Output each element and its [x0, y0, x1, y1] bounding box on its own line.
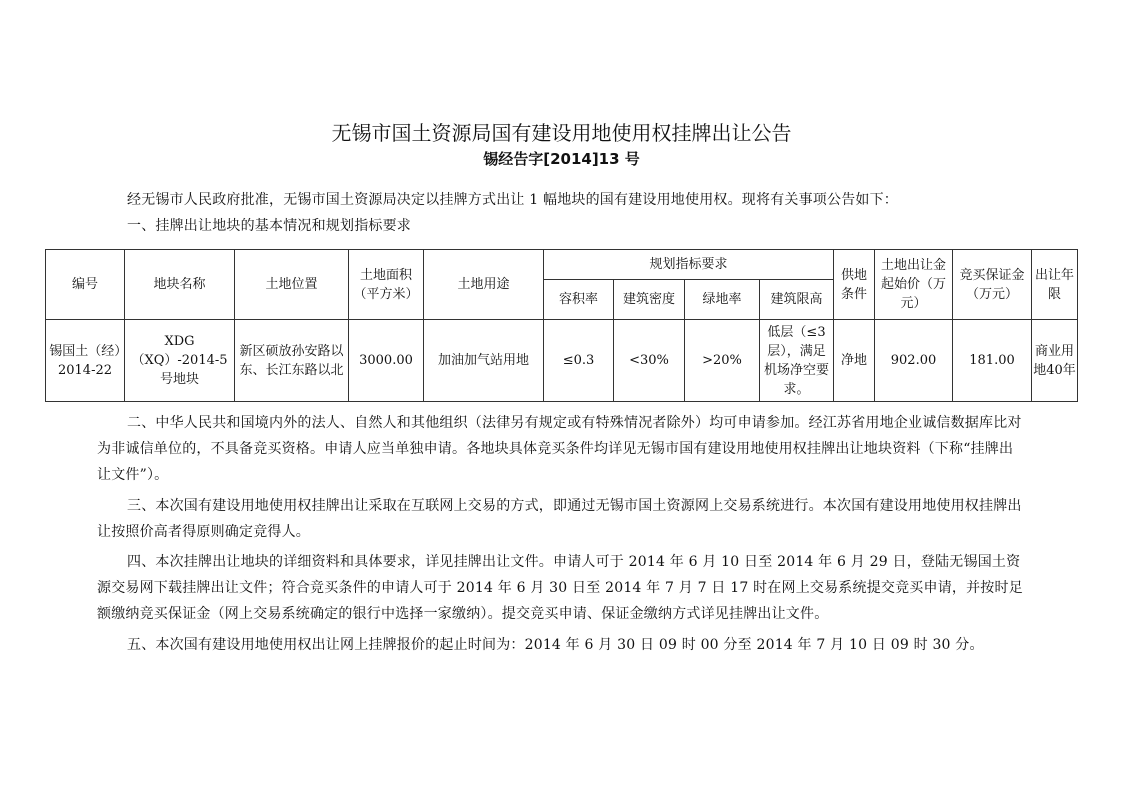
intro-paragraph: 经无锡市人民政府批准，无锡市国土资源局决定以挂牌方式出让 1 幅地块的国有建设用地使用权。现将有关事项公告如下： [127, 192, 899, 208]
header-usage: 土地用途 [424, 250, 544, 320]
cell-name: XDG（XQ）-2014-5号地块 [125, 320, 235, 402]
cell-height: 低层（≤3层），满足机场净空要求。 [760, 320, 834, 402]
cell-green: >20% [685, 320, 760, 402]
header-start-price: 土地出让金起始价（万元） [875, 250, 953, 320]
cell-start-price: 902.00 [875, 320, 953, 402]
cell-area: 3000.00 [349, 320, 424, 402]
header-height: 建筑限高 [760, 280, 834, 320]
cell-deposit: 181.00 [953, 320, 1032, 402]
header-location: 土地位置 [235, 250, 349, 320]
table-row [46, 320, 1078, 402]
header-far: 容积率 [544, 280, 614, 320]
section-5-paragraph: 五、本次国有建设用地使用权出让网上挂牌报价的起止时间为：2014 年 6 月 30 日 09 时 00 分至 2014 年 7 月 10 日 09 时 30 分。 [127, 637, 984, 653]
header-planning: 规划指标要求 [544, 250, 834, 280]
header-deposit: 竞买保证金（万元） [953, 250, 1032, 320]
header-supply: 供地条件 [834, 250, 875, 320]
section-2-paragraph: 二、中华人民共和国境内外的法人、自然人和其他组织（法律另有规定或有特殊情况者除外）均可申请参加。经江苏省用地企业诚信数据库比对为非诚信单位的，不具备竞买资格。申请人应当单独申请。各地块具体竞买条件均详见无锡市国有建设用地使用权挂牌出让地块资料（下称“挂牌出让文件”）。 [97, 415, 1022, 483]
section-4-paragraph: 四、本次挂牌出让地块的详细资料和具体要求，详见挂牌出让文件。申请人可于 2014 年 6 月 10 日至 2014 年 6 月 29 日，登陆无锡国土资源交易网下载挂牌出让文件；符合竞买条件的申请人可于 2014 年 6 月 30 日至 2014 年 7 月 7 日 17 时在网上交易系统提交竞买申请，并按时足额缴纳竞买保证金（网上交易系统确定的银行中选择一家缴纳）。提交竞买申请、保证金缴纳方式详见挂牌出让文件。 [97, 554, 1023, 622]
document-number: 锡经告字[2014]13 号 [483, 150, 640, 168]
section-1-heading: 一、挂牌出让地块的基本情况和规划指标要求 [127, 218, 411, 234]
header-density: 建筑密度 [614, 280, 685, 320]
land-parcel-table [45, 249, 1078, 402]
header-name: 地块名称 [125, 250, 235, 320]
cell-location: 新区硕放孙安路以东、长江东路以北 [235, 320, 349, 402]
table-header-row [46, 250, 1078, 280]
section-3-paragraph: 三、本次国有建设用地使用权挂牌出让采取在互联网上交易的方式，即通过无锡市国土资源网上交易系统进行。本次国有建设用地使用权挂牌出让按照价高者得原则确定竞得人。 [97, 498, 1022, 540]
cell-code: 锡国土（经）2014-22 [46, 320, 125, 402]
header-green: 绿地率 [685, 280, 760, 320]
cell-far: ≤0.3 [544, 320, 614, 402]
document-title: 无锡市国土资源局国有建设用地使用权挂牌出让公告 [331, 121, 792, 145]
cell-supply: 净地 [834, 320, 875, 402]
header-code: 编号 [46, 250, 125, 320]
cell-density: <30% [614, 320, 685, 402]
cell-usage: 加油加气站用地 [424, 320, 544, 402]
cell-term: 商业用地40年 [1032, 320, 1078, 402]
header-area: 土地面积（平方米） [349, 250, 424, 320]
header-term: 出让年限 [1032, 250, 1078, 320]
